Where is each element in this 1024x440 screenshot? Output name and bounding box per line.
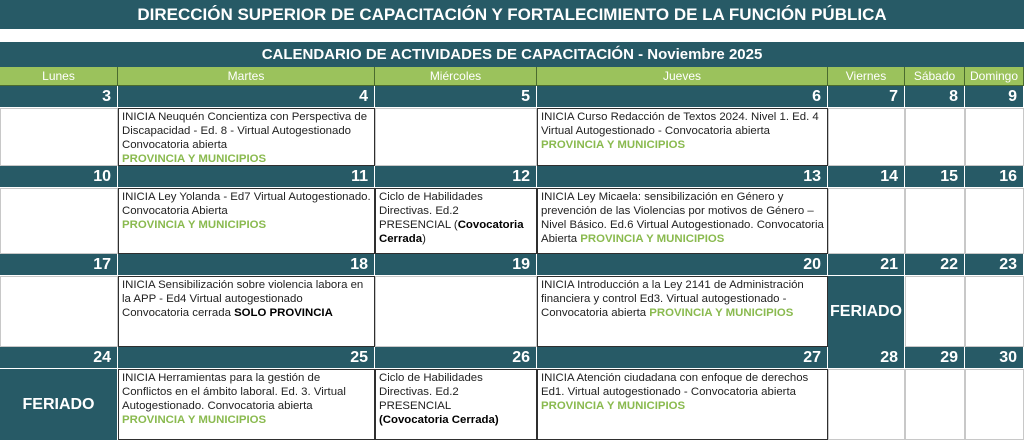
day-number: 6 bbox=[537, 86, 828, 108]
status-tag: (Covocatoria Cerrada) bbox=[379, 414, 499, 426]
activity-text: INICIA Herramientas para la gestión de Conflictos en el ámbito laboral. Ed. 3. Virtual Autogestionado. Convocatoria abierta bbox=[122, 372, 346, 412]
activity-text: INICIA Introducción a la Ley 2141 de Administración financiera y control Ed3. Virtual autogestionado - Convocatoria abierta bbox=[541, 279, 804, 319]
activity-cell bbox=[537, 369, 828, 440]
activity-cell bbox=[118, 276, 375, 347]
day-number: 21 bbox=[828, 254, 905, 276]
day-number: 28 bbox=[828, 347, 905, 369]
day-number: 22 bbox=[905, 254, 965, 276]
empty-cell bbox=[905, 276, 965, 347]
day-number: 14 bbox=[828, 166, 905, 188]
day-number: 29 bbox=[905, 347, 965, 369]
audience-tag: PROVINCIA Y MUNICIPIOS bbox=[122, 153, 267, 165]
activity-cell bbox=[118, 369, 375, 440]
activity-cell bbox=[537, 276, 828, 347]
weekday-header: Martes bbox=[118, 67, 375, 86]
day-number: 5 bbox=[375, 86, 537, 108]
activity-text: INICIA Ley Micaela: sensibilización en Género y prevención de las Violencias por motivos de Género – Nivel Básico. Ed.6 Virtual Autogestionado. Convocatoria Abierta bbox=[541, 191, 824, 245]
holiday-cell: FERIADO bbox=[0, 369, 118, 440]
day-number: 3 bbox=[0, 86, 118, 108]
day-number: 13 bbox=[537, 166, 828, 188]
activity-text: INICIA Curso Redacción de Textos 2024. Nivel 1. Ed. 4 Virtual Autogestionado - Convocatoria abierta bbox=[541, 111, 819, 137]
empty-cell bbox=[965, 369, 1024, 440]
day-number: 30 bbox=[965, 347, 1024, 369]
audience-tag: PROVINCIA Y MUNICIPIOS bbox=[541, 139, 686, 151]
activity-text-suffix: ) bbox=[422, 233, 426, 245]
main-title: DIRECCIÓN SUPERIOR DE CAPACITACIÓN Y FORTALECIMIENTO DE LA FUNCIÓN PÚBLICA bbox=[0, 0, 1024, 29]
activity-text: INICIA Atención ciudadana con enfoque de derechos Ed1. Virtual autogestionado - Convocatoria abierta bbox=[541, 372, 809, 398]
empty-cell bbox=[965, 188, 1024, 254]
empty-cell bbox=[828, 188, 905, 254]
day-number: 12 bbox=[375, 166, 537, 188]
day-number: 25 bbox=[118, 347, 375, 369]
day-number: 10 bbox=[0, 166, 118, 188]
empty-cell bbox=[0, 276, 118, 347]
activity-text: Ciclo de Habilidades Directivas. Ed.2 PRESENCIAL ( bbox=[379, 191, 483, 231]
day-number: 7 bbox=[828, 86, 905, 108]
calendar-grid bbox=[0, 67, 1024, 440]
day-number: 23 bbox=[965, 254, 1024, 276]
activity-cell bbox=[375, 369, 537, 440]
audience-tag: PROVINCIA Y MUNICIPIOS bbox=[580, 233, 725, 245]
empty-cell bbox=[375, 276, 537, 347]
activity-cell bbox=[537, 108, 828, 166]
day-number: 20 bbox=[537, 254, 828, 276]
day-number: 19 bbox=[375, 254, 537, 276]
activity-cell bbox=[118, 188, 375, 254]
audience-tag: PROVINCIA Y MUNICIPIOS bbox=[122, 219, 267, 231]
calendar-title: CALENDARIO DE ACTIVIDADES DE CAPACITACIÓN - Noviembre 2025 bbox=[0, 42, 1024, 67]
day-number: 4 bbox=[118, 86, 375, 108]
audience-tag: PROVINCIA Y MUNICIPIOS bbox=[122, 414, 267, 426]
empty-cell bbox=[0, 108, 118, 166]
weekday-header: Jueves bbox=[537, 67, 828, 86]
activity-cell bbox=[118, 108, 375, 166]
audience-tag: PROVINCIA Y MUNICIPIOS bbox=[541, 400, 686, 412]
day-number: 15 bbox=[905, 166, 965, 188]
holiday-cell: FERIADO bbox=[828, 276, 905, 347]
day-number: 8 bbox=[905, 86, 965, 108]
status-tag: Covocatoria Cerrada bbox=[379, 219, 524, 245]
day-number: 16 bbox=[965, 166, 1024, 188]
day-number: 18 bbox=[118, 254, 375, 276]
activity-text: INICIA Ley Yolanda - Ed7 Virtual Autogestionado. Convocatoria Abierta bbox=[122, 191, 371, 217]
empty-cell bbox=[375, 108, 537, 166]
empty-cell bbox=[828, 108, 905, 166]
day-number: 26 bbox=[375, 347, 537, 369]
day-number: 11 bbox=[118, 166, 375, 188]
audience-tag: PROVINCIA Y MUNICIPIOS bbox=[649, 307, 794, 319]
activity-text: INICIA Sensibilización sobre violencia labora en la APP - Ed4 Virtual autogestionado Convocatoria cerrada bbox=[122, 279, 364, 319]
activity-cell bbox=[375, 188, 537, 254]
empty-cell bbox=[905, 188, 965, 254]
weekday-header: Domingo bbox=[965, 67, 1024, 86]
activity-text: Ciclo de Habilidades Directivas. Ed.2 PRESENCIAL bbox=[379, 372, 483, 412]
empty-cell bbox=[0, 188, 118, 254]
status-tag: SOLO PROVINCIA bbox=[234, 307, 333, 319]
weekday-header: Lunes bbox=[0, 67, 118, 86]
day-number: 17 bbox=[0, 254, 118, 276]
empty-cell bbox=[828, 369, 905, 440]
day-number: 27 bbox=[537, 347, 828, 369]
weekday-header: Miércoles bbox=[375, 67, 537, 86]
empty-cell bbox=[905, 108, 965, 166]
day-number: 24 bbox=[0, 347, 118, 369]
activity-cell bbox=[537, 188, 828, 254]
weekday-header: Viernes bbox=[828, 67, 905, 86]
empty-cell bbox=[965, 108, 1024, 166]
day-number: 9 bbox=[965, 86, 1024, 108]
activity-text: INICIA Neuquén Concientiza con Perspectiva de Discapacidad - Ed. 8 - Virtual Autogestionado Convocatoria abierta bbox=[122, 111, 368, 151]
empty-cell bbox=[905, 369, 965, 440]
empty-cell bbox=[965, 276, 1024, 347]
weekday-header: Sábado bbox=[905, 67, 965, 86]
